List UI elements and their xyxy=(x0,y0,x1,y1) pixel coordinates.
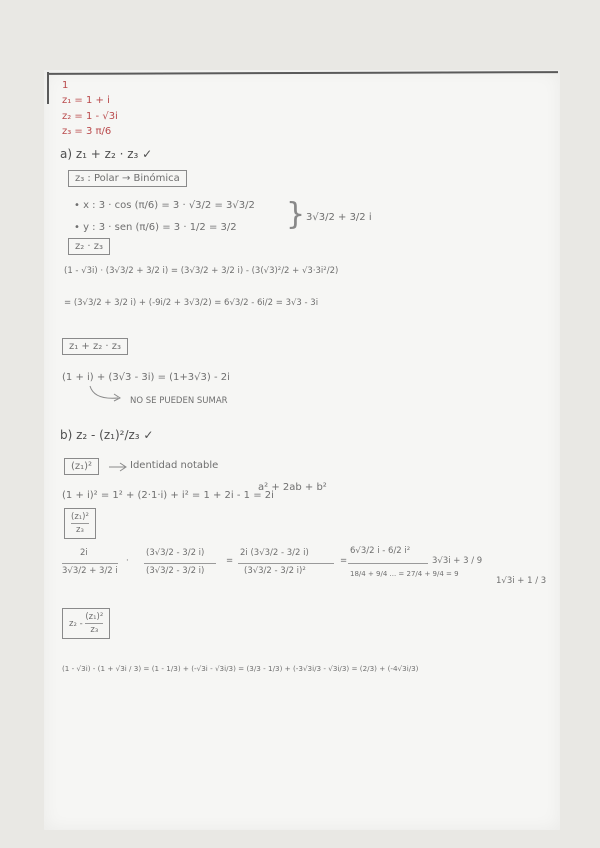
part-b-box-final xyxy=(62,608,110,639)
given-z3: z₃ = 3 π/6 xyxy=(62,126,112,137)
brace-icon: } xyxy=(286,197,306,232)
step-den: (3√3/2 - 3/2 i)² xyxy=(244,566,306,576)
box-quotient-den: z₃ xyxy=(71,523,89,536)
fraction-bar xyxy=(62,563,118,564)
page-edge-left xyxy=(47,72,49,104)
step2-num: 6√3/2 i - 6/2 i² xyxy=(350,546,411,556)
curved-arrow-icon xyxy=(88,384,128,404)
step-num: 2i (3√3/2 - 3/2 i) xyxy=(240,548,309,558)
arrow-right-icon xyxy=(108,462,128,472)
y-line: • y : 3 · sen (π/6) = 3 · 1/2 = 3/2 xyxy=(74,222,237,233)
final-line: (1 - √3i) - (1 + √3i / 3) = (1 - 1/3) + (-√3i - √3i/3) = (3/3 - 1/3) + (-3√3i/3 - √3i/3) = (2/3) + (-4√3i/3) xyxy=(62,664,419,673)
sum-line: (1 + i) + (3√3 - 3i) = (1+3√3) - 2i xyxy=(62,372,230,383)
part-b-box-quotient xyxy=(64,508,96,539)
final-box-prefix: z₂ - xyxy=(69,619,83,629)
fraction-bar xyxy=(348,563,428,564)
conj-den: (3√3/2 - 3/2 i) xyxy=(146,566,205,576)
x-line: • x : 3 · cos (π/6) = 3 · √3/2 = 3√3/2 xyxy=(74,200,255,211)
identity-formula: a² + 2ab + b² xyxy=(258,482,327,493)
part-a-box-product: z₂ · z₃ xyxy=(68,238,110,255)
conj-num: (3√3/2 - 3/2 i) xyxy=(146,548,205,558)
div-num: 2i xyxy=(80,548,88,558)
cannot-add-note: NO SE PUEDEN SUMAR xyxy=(130,396,228,406)
box-quotient-num: (z₁)² xyxy=(71,512,89,522)
result-binomial: 3√3/2 + 3/2 i xyxy=(306,212,372,223)
given-z2: z₂ = 1 - √3i xyxy=(62,111,118,122)
equals-sign: = xyxy=(340,556,348,566)
fraction-bar xyxy=(144,563,216,564)
div-den: 3√3/2 + 3/2 i xyxy=(62,566,118,576)
final-box-num: (z₁)² xyxy=(85,612,104,622)
step2-den: 18/4 + 9/4 ... = 27/4 + 9/4 = 9 xyxy=(350,570,459,578)
part-b-box-square: (z₁)² xyxy=(64,458,99,475)
step4: 1√3i + 1 / 3 xyxy=(496,576,547,586)
part-a-heading: a) z₁ + z₂ · z₃ ✓ xyxy=(60,147,153,161)
part-b-heading: b) z₂ - (z₁)²/z₃ ✓ xyxy=(60,428,154,442)
dot-operator: · xyxy=(126,556,129,566)
part-a-box-sum: z₁ + z₂ · z₃ xyxy=(62,338,128,355)
given-z1: z₁ = 1 + i xyxy=(62,95,110,106)
mult-line-2: = (3√3/2 + 3/2 i) + (-9i/2 + 3√3/2) = 6√3/2 - 6i/2 = 3√3 - 3i xyxy=(64,298,319,308)
identity-label: Identidad notable xyxy=(130,460,219,471)
step3: 3√3i + 3 / 9 xyxy=(432,556,483,566)
expand-line: (1 + i)² = 1² + (2·1·i) + i² = 1 + 2i - 1 = 2i xyxy=(62,490,274,501)
equals-sign: = xyxy=(226,556,234,566)
problem-number: 1 xyxy=(62,80,69,91)
final-box-den: z₃ xyxy=(85,623,103,636)
mult-line-1: (1 - √3i) · (3√3/2 + 3/2 i) = (3√3/2 + 3/2 i) - (3(√3)²/2 + √3·3i²/2) xyxy=(64,266,339,276)
fraction-bar xyxy=(238,563,334,564)
part-a-box-polar: z₃ : Polar → Binómica xyxy=(68,170,187,187)
